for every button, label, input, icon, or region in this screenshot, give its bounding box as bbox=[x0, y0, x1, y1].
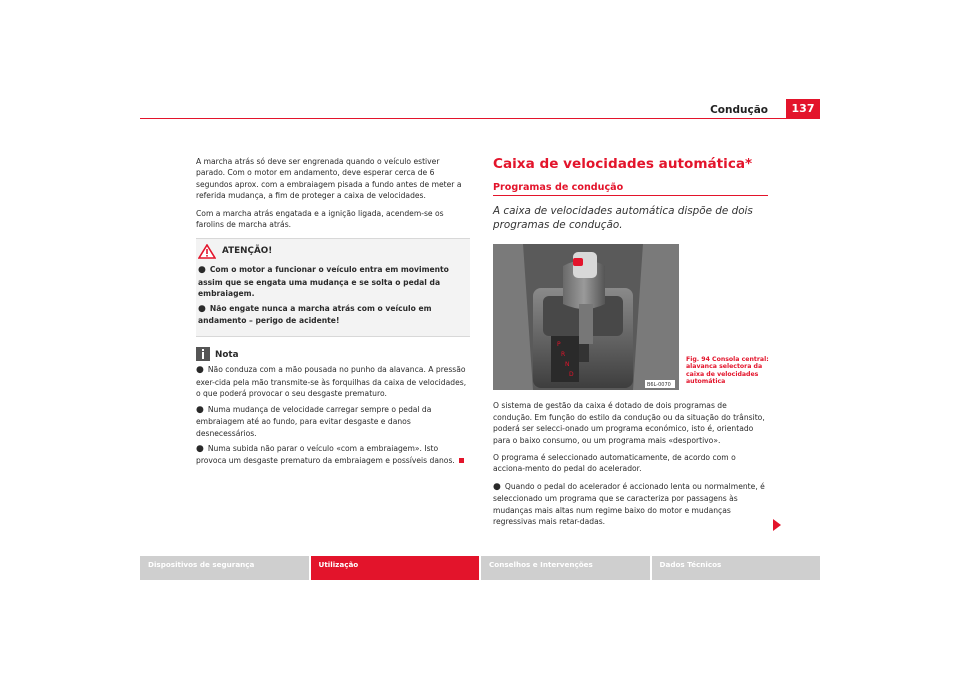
bullet-item: ● Quando o pedal do acelerador é accionado lenta ou normalmente, é seleccionado um programa que se caracteriza por passagens às mudanças mais altas num regime baixo do motor e mudanças regressivas mais retar-dadas. bbox=[493, 481, 765, 527]
figure-caption: Fig. 94 Consola central: alavanca selectora da caixa de velocidades automática bbox=[686, 356, 769, 386]
footer-tab-safety[interactable]: Dispositivos de segurança bbox=[140, 556, 309, 580]
svg-text:N: N bbox=[565, 361, 570, 368]
footer-nav bbox=[140, 556, 820, 580]
chapter-title: Condução bbox=[710, 104, 768, 116]
note-item: ● Não conduza com a mão pousada no punho da alavanca. A pressão exer-cida pela mão transmite-se às forquilhas da caixa de velocidades, o que poderá provocar o seu desgaste prematuro. bbox=[196, 365, 467, 399]
next-page-arrow-icon[interactable] bbox=[773, 519, 781, 531]
header-rule bbox=[140, 118, 820, 119]
paragraph: A marcha atrás só deve ser engrenada quando o veículo estiver parado. Com o motor em andamento, deve esperar cerca de 6 segundos aprox. com a embraiagem pisada a fundo antes de meter a referida mudança, a fim de proteger a caixa de velocidades. bbox=[196, 157, 462, 201]
info-note-icon bbox=[196, 347, 210, 361]
paragraph: O sistema de gestão da caixa é dotado de dois programas de condução. Em função do estilo da condução ou da situação do trânsito, poderá ser selecci-onado um programa económico, isto é, orientado para o baixo consumo, ou um programa mais «desportivo». bbox=[493, 401, 765, 445]
intro-text: A caixa de velocidades automática dispõe de dois programas de condução. bbox=[493, 205, 753, 232]
svg-text:D: D bbox=[569, 371, 574, 378]
warning-item: ● Com o motor a funcionar o veículo entra em movimento assim que se engata uma mudança e se solta o pedal da embraiagem. bbox=[198, 265, 449, 299]
figure-gear-selector bbox=[493, 244, 679, 390]
note-title: Nota bbox=[215, 350, 239, 361]
svg-text:R: R bbox=[561, 351, 566, 358]
warning-triangle-icon bbox=[198, 244, 216, 259]
warning-title: ATENÇÃO! bbox=[222, 246, 273, 257]
footer-tab-technical[interactable]: Dados Técnicos bbox=[652, 556, 821, 580]
subsection-title: Programas de condução bbox=[493, 182, 768, 196]
svg-text:P: P bbox=[557, 341, 561, 348]
gear-selector-illustration bbox=[493, 244, 679, 390]
note-item: ● Numa subida não parar o veículo «com a embraiagem». Isto provoca um desgaste prematuro da embraiagem e possíveis danos. bbox=[196, 443, 470, 467]
footer-tab-usage[interactable]: Utilização bbox=[311, 556, 480, 580]
left-column bbox=[196, 156, 470, 471]
figure-code: B6L-0070 bbox=[647, 382, 671, 388]
warning-item: ● Não engate nunca a marcha atrás com o veículo em andamento – perigo de acidente! bbox=[198, 303, 432, 326]
page-number: 137 bbox=[786, 99, 820, 118]
section-title: Caixa de velocidades automática* bbox=[493, 156, 753, 172]
paragraph: O programa é seleccionado automaticamente, de acordo com o acciona-mento do pedal do acelerador. bbox=[493, 453, 736, 474]
warning-box bbox=[196, 238, 470, 337]
note-item: ● Numa mudança de velocidade carregar sempre o pedal da embraiagem até ao fundo, para evitar desgaste e danos desnecessários. bbox=[196, 404, 432, 438]
paragraph: Com a marcha atrás engatada e a ignição ligada, acendem-se os farolins de marcha atrás. bbox=[196, 208, 444, 230]
section-end-marker bbox=[459, 458, 464, 463]
footer-tab-advice[interactable]: Conselhos e Intervenções bbox=[481, 556, 650, 580]
